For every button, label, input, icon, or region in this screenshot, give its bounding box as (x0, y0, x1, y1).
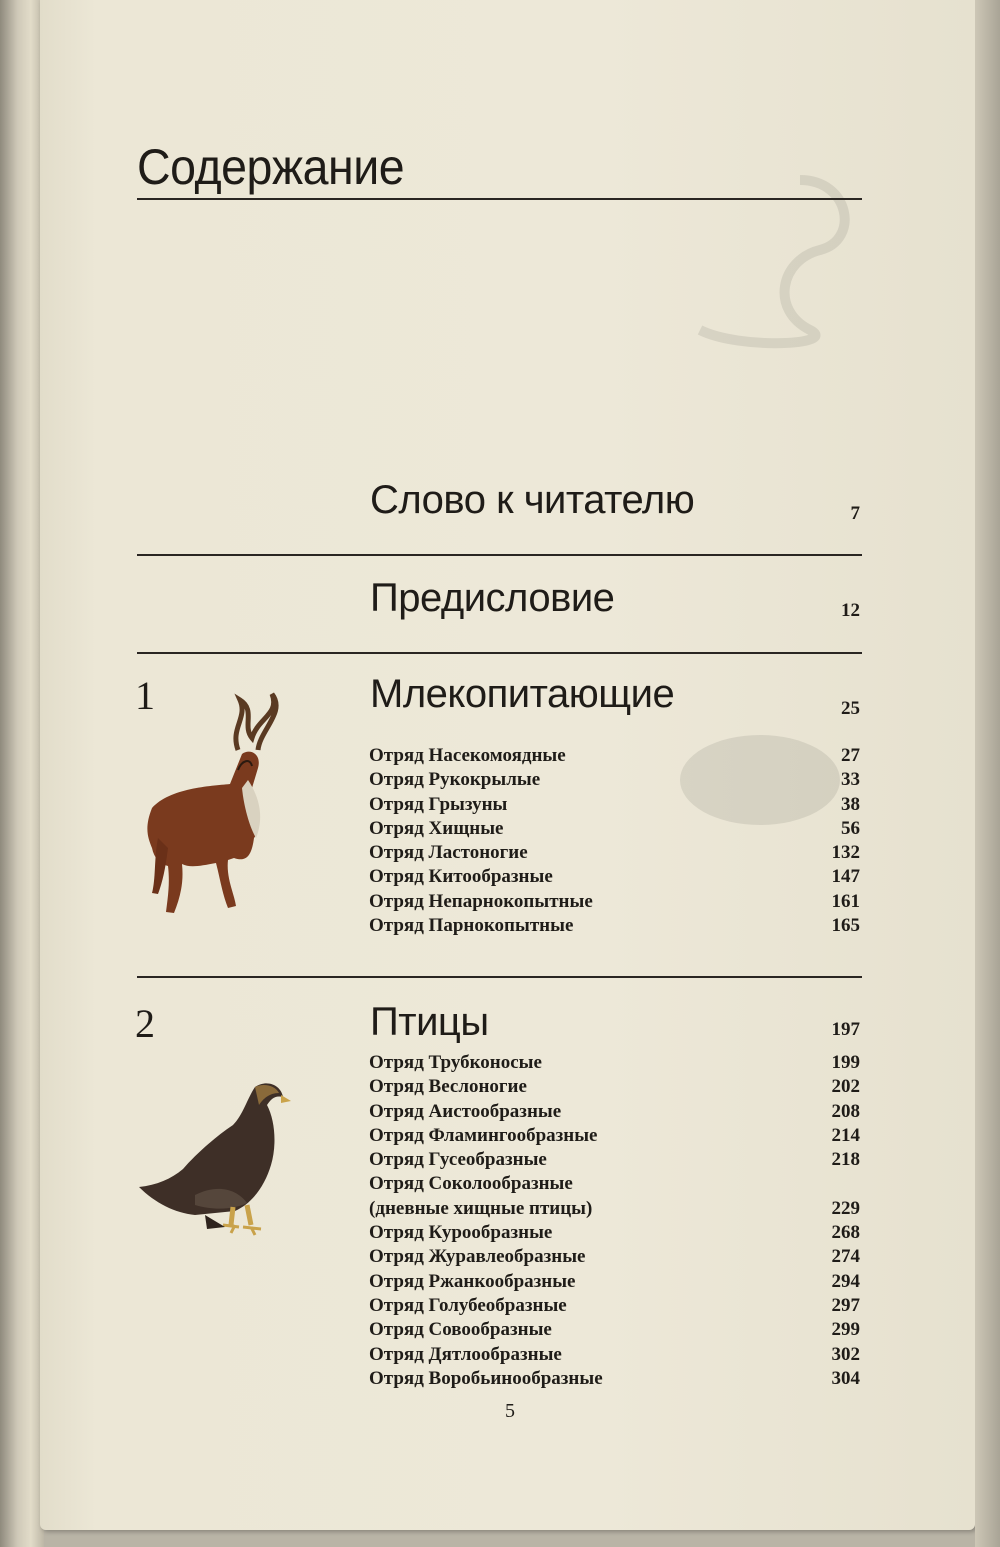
list-item (369, 1172, 860, 1196)
entry-label: (дневные хищные птицы) (369, 1197, 593, 1219)
section-birds-page: 197 (831, 1019, 860, 1040)
title-rule (137, 198, 862, 200)
book-spine (0, 0, 44, 1547)
entry-label: Отряд Курообразные (369, 1222, 553, 1244)
list-item (369, 793, 860, 817)
entry-label: Отряд Грызуны (369, 793, 508, 815)
entry-page: 299 (831, 1319, 860, 1341)
entry-label: Отряд Воробьинообразные (369, 1367, 603, 1389)
golden-eagle-illustration (135, 1075, 315, 1245)
entry-page: 199 (831, 1052, 860, 1073)
list-item (369, 890, 860, 914)
list-item (369, 768, 860, 792)
entry-label: Отряд Гусеобразные (369, 1149, 547, 1171)
entry-label: Отряд Ржанкообразные (369, 1270, 576, 1292)
page-stack-edge (975, 0, 1000, 1547)
entry-label: Отряд Соколообразные (369, 1173, 573, 1195)
entry-label: Отряд Ластоногие (369, 842, 528, 864)
entry-page: 27 (841, 745, 860, 766)
list-item (369, 1270, 860, 1294)
book-page (40, 0, 975, 1530)
section-number-mammals: 1 (135, 673, 155, 718)
list-item (369, 1221, 860, 1245)
birds-entry-list (369, 1051, 860, 1391)
entry-page: 294 (831, 1270, 860, 1292)
entry-page: 297 (831, 1294, 860, 1316)
list-item (369, 744, 860, 768)
entry-label: Отряд Дятлообразные (369, 1343, 562, 1365)
entry-label: Отряд Парнокопытные (369, 915, 574, 937)
section-preface-page: 12 (841, 600, 860, 621)
section-rule (137, 652, 862, 654)
entry-page: 274 (831, 1246, 860, 1268)
mammals-entry-list (369, 744, 860, 938)
entry-page: 208 (831, 1100, 860, 1122)
entry-page: 38 (841, 793, 860, 815)
entry-label: Отряд Непарнокопытные (369, 890, 593, 912)
entry-page: 132 (831, 842, 860, 864)
list-item (369, 1148, 860, 1172)
list-item (369, 914, 860, 938)
entry-page: 302 (831, 1343, 860, 1365)
entry-page: 214 (831, 1124, 860, 1146)
section-rule (137, 976, 862, 978)
list-item (369, 1294, 860, 1318)
section-preface: Предисловие (370, 576, 615, 620)
list-item (369, 1318, 860, 1342)
entry-page: 304 (831, 1367, 860, 1389)
section-mammals-page: 25 (841, 698, 860, 719)
entry-label: Отряд Совообразные (369, 1319, 552, 1341)
list-item (369, 1100, 860, 1124)
entry-label: Отряд Рукокрылые (369, 769, 541, 791)
entry-page: 161 (831, 890, 860, 912)
entry-label: Отряд Голубеобразные (369, 1294, 567, 1316)
entry-page: 218 (831, 1149, 860, 1171)
page-folio-number: 5 (505, 1400, 515, 1422)
section-number-birds: 2 (135, 1001, 155, 1046)
entry-page: 56 (841, 817, 860, 839)
list-item (369, 1245, 860, 1269)
entry-label: Отряд Хищные (369, 817, 504, 839)
entry-page: 147 (831, 866, 860, 888)
list-item (369, 1051, 860, 1075)
list-item (369, 1343, 860, 1367)
list-item (369, 1124, 860, 1148)
entry-label: Отряд Аистообразные (369, 1100, 562, 1122)
entry-label: Отряд Насекомоядные (369, 745, 566, 766)
section-rule (137, 554, 862, 556)
entry-label: Отряд Журавлеобразные (369, 1246, 586, 1268)
list-item (369, 1075, 860, 1099)
page-title: Содержание (137, 139, 405, 195)
list-item (369, 865, 860, 889)
entry-label: Отряд Фламингообразные (369, 1124, 598, 1146)
bleed-through-snake-illustration (680, 160, 880, 360)
list-item (369, 817, 860, 841)
markhor-goat-illustration (130, 688, 290, 918)
list-item (369, 841, 860, 865)
entry-page: 33 (841, 769, 860, 791)
entry-label: Отряд Китообразные (369, 866, 553, 888)
entry-page: 268 (831, 1222, 860, 1244)
section-foreword-to-reader-page: 7 (850, 503, 860, 524)
section-mammals-title: Млекопитающие (370, 672, 675, 716)
entry-page: 165 (831, 915, 860, 937)
entry-page: 202 (831, 1076, 860, 1098)
section-birds-title: Птицы (370, 1000, 489, 1044)
entry-label: Отряд Веслоногие (369, 1076, 527, 1098)
section-foreword-to-reader: Слово к читателю (370, 478, 695, 522)
list-item (369, 1197, 860, 1221)
entry-label: Отряд Трубконосые (369, 1052, 542, 1073)
entry-page: 229 (831, 1197, 860, 1219)
list-item (369, 1367, 860, 1391)
